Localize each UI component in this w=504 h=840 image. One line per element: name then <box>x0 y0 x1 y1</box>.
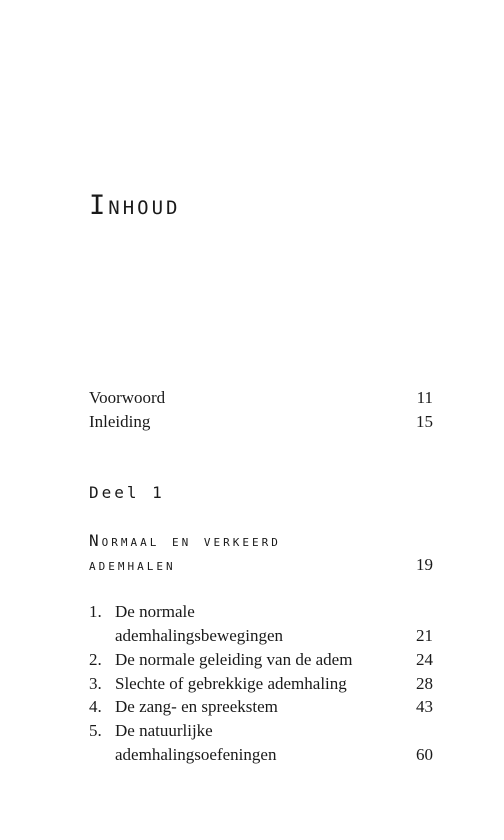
chapter-page: 21 <box>416 626 433 645</box>
chapter-page: 43 <box>416 697 433 716</box>
toc-entry-label: Inleiding <box>89 412 151 431</box>
chapter-page: 24 <box>416 650 433 669</box>
chapter-number: 2. <box>89 650 102 669</box>
chapter-5-cont <box>89 743 433 767</box>
toc-entry-page: 15 <box>416 412 433 431</box>
chapter-number: 4. <box>89 697 102 716</box>
chapter-page: 60 <box>416 745 433 764</box>
chapter-number: 3. <box>89 674 102 693</box>
toc-entry-label: Voorwoord <box>89 388 166 407</box>
chapter-5 <box>89 719 433 743</box>
chapter-2 <box>89 648 433 672</box>
toc-entry-inleiding <box>89 410 433 434</box>
toc-entry-page: 11 <box>416 388 433 407</box>
part-label-text: Deel 1 <box>89 483 165 502</box>
page-title: Inhoud <box>89 190 181 221</box>
part-heading-text: Normaal en verkeerd <box>89 531 281 550</box>
part-label <box>89 481 433 505</box>
chapter-title: De normale <box>115 602 195 621</box>
part-heading-text: ademhalen <box>89 555 176 574</box>
chapter-title: De normale geleiding van de adem <box>115 650 353 669</box>
chapter-page: 28 <box>416 674 433 693</box>
chapter-number: 5. <box>89 721 102 740</box>
chapter-3 <box>89 672 433 696</box>
chapter-number: 1. <box>89 602 102 621</box>
chapter-1 <box>89 600 433 624</box>
chapter-title: Slechte of gebrekkige ademhaling <box>115 674 347 693</box>
part-heading-page: 19 <box>416 555 433 574</box>
chapter-4 <box>89 695 433 719</box>
chapter-title: De zang- en spreekstem <box>115 697 278 716</box>
toc-entry-voorwoord <box>89 386 433 410</box>
chapter-1-cont <box>89 624 433 648</box>
chapter-title-cont: ademhalingsbewegingen <box>115 626 284 645</box>
chapter-title-cont: ademhalingsoefeningen <box>115 745 277 764</box>
part-heading-line1 <box>89 529 433 553</box>
chapter-title: De natuurlijke <box>115 721 213 740</box>
part-heading-line2 <box>89 553 433 577</box>
